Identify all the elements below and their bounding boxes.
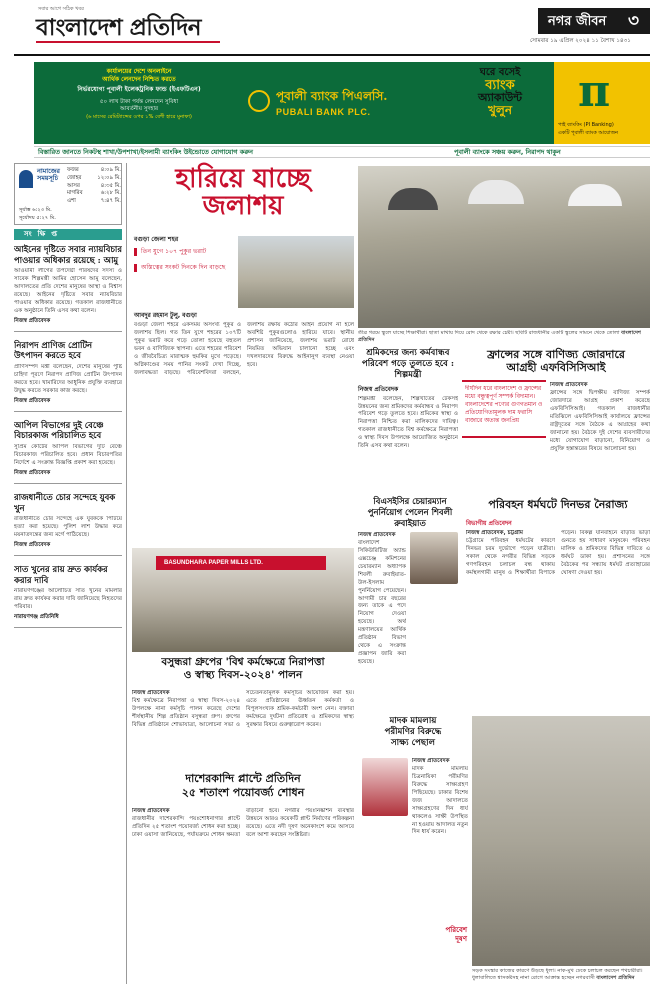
shibli-byline: নিজস্ব প্রতিবেদক [358,532,396,538]
ad-strip [34,146,650,158]
pubali-logo [248,86,448,126]
dust-label-line1: পরিবেশ [445,926,467,934]
sidebar-divider [126,163,127,984]
umbrella-left-icon [388,188,438,210]
lead-highlight-2-text: অস্তিত্বের সংকট দিনকে দিন বাড়ছে [141,264,226,271]
ad-bullet2: আবর্তনীয় সুদহার [119,106,159,113]
mosque-icon [19,170,33,188]
basundhara-banner [156,556,326,570]
dust-caption-text: সড়ক সংস্কার কাজের কারণে উড়ছে ধুলা। নাক-মুখ ঢেকে চলাচল করছেন পথচারীরা। ধুলাবালিতে শ্বাসকষ্টসহ নানা রোগে আক্রান্ত হচ্ছেন নগরবাসী [472,968,643,982]
prayer-row [67,167,121,175]
drug-case-headline-line1: মাদক মামলায় [389,716,437,726]
slogan-line1: ঘরে বসেই [479,67,521,78]
dasherkandi-body-text: রাজধানীর দাশেরকান্দি পয়ঃশোধনাগার প্লান্টে প্রতিদিন ২৫ শতাংশ পয়োবর্জ্য শোধন করা হচ্ছে। ঢাকা ওয়াসা জানিয়েছে, পর্যায়ক্রমে শোধন ক্ষমতা বাড়ানো হবে। নগরীর পয়ঃনিষ্কাশন ব্যবস্থার উন্নয়নে আরও কয়েকটি প্লান্ট নির্মাণের পরিকল্পনা রয়েছে। এতে নদী দূষণ অনেকাংশে কমে আসবে বলে আশা করছেন সংশ্লিষ্টরা। [132,808,354,838]
prayer-name: আসর [67,182,80,189]
sidebar-news-body: সুপ্রিম কোর্টের আপিল বিভাগের দুটি বেঞ্চে বিচারকাজ পরিচালিত হবে। প্রধান বিচারপতির নির্দেশে এ সংক্রান্ত বিজ্ঞপ্তি প্রকাশ করা হয়েছে। [14,443,122,466]
ad-line3: নির্ভরযোগ্য পূবালী ইলেকট্রনিক ফান্ড (ইএফটিএন) [77,86,201,94]
dateline: সোমবার ১৯ এপ্রিল ২০২৪ ১১ বৈশাখ ১৪৩১ [530,38,631,44]
logo-accent-bar [36,41,220,43]
masthead-rule [14,54,650,56]
france-headline-line2: আগ্রহী এফবিসিসিআই [506,361,606,375]
dust-label-line2: দূষণ [455,935,467,944]
ad-left-block [34,62,244,144]
lead-highlight-1 [134,248,234,256]
sidebar-news-body: আওয়ামী লীগের উপদেষ্টা পরিষদের সদস্য ও সাবেক শিল্পমন্ত্রী আমির হোসেন আমু বলেছেন, আদালতের প্রতি দেশের মানুষের আস্থা ও বিশ্বাস রয়েছে। আইনের দৃষ্টিতে সবার ন্যায়বিচার পাওয়ার অধিকার রয়েছে। গতকাল রাজধানীতে এক অনুষ্ঠানে তিনি এসব কথা বলেন। [14,268,122,314]
slogan-line4: খুলুন [488,102,512,117]
pubali-emblem-icon [248,90,270,112]
ad-strip-left: বিস্তারিত জানতে নিকটস্থ শাখা/উপশাখা/ইসলামী ব্যাংকিং উইন্ডোতে যোগাযোগ করুন [38,148,253,156]
france-quote: দীর্ঘদিন ধরে বাংলাদেশ ও ফ্রান্সের মধ্যে বন্ধুত্বপূর্ণ সম্পর্ক বিদ্যমান। বাংলাদেশের পণ্যের গুণগতমান ও প্রতিযোগিতামূলক দাম ফরাসি বাজারে অত্যন্ত জনপ্রিয় [465,386,543,425]
sunrise-time: সূর্যোদয় ৫:২৭ মি. [19,215,56,221]
ad-bullet1: ৫০ লাখ টাকা পর্যন্ত লেনদেন সুবিধা [99,98,179,105]
shibli-portrait [410,532,458,584]
masthead-tagline: সবার আগে সঠিক খবর [38,6,84,12]
umbrella-right-icon [568,184,622,206]
bank-name-bn: পূবালী ব্যাংক পিএলসি. [276,89,388,103]
sidebar-news-item[interactable] [14,340,122,412]
drug-case-headline-line3: সাক্ষ্য পেছাল [390,738,436,749]
prayer-time: ১২:০৯ মি. [97,174,121,181]
lead-headline-line2: জলাশয় [202,191,284,222]
students-photo-caption [358,330,650,344]
prayer-row [67,198,121,206]
umbrella-center-icon [468,180,524,204]
section-box [538,8,650,34]
sidebar-news-item[interactable] [14,244,122,332]
masthead [0,0,650,58]
sidebar-news-byline: নিজস্ব প্রতিবেদক [14,317,51,324]
sidebar-news-body: প্রাণিসম্পদ মন্ত্রী বলেছেন, দেশের মানুষের পুষ্টি চাহিদা পূরণে নিরাপদ প্রাণিজ প্রোটিন উৎপাদন করতে হবে। খামারিদের আধুনিক প্রযুক্তি ব্যবহারে উদ্বুদ্ধ করতে সরকার কাজ করছে। [14,363,122,394]
sidebar-label: সংক্ষিপ্ত [24,230,64,238]
sidebar-news-title[interactable]: আপিল বিভাগের দুই বেঞ্চে বিচারকাজ পরিচালিত হবে [14,419,104,441]
prayer-row [67,175,121,183]
shibli-headline: বিএসইসির চেয়ারম্যান পুনর্নিয়োগ পেলেন শিবলী রুবাইয়াত [367,496,453,528]
ad-strip-right: পূবালী ব্যাংকে সঞ্চয় করুন, নিরাপদ থাকুন [454,148,561,156]
sidebar-news-title[interactable]: নিরাপদ প্রাণিজ প্রোটিন উৎপাদন করতে হবে [14,339,93,361]
prayer-time: ৭:৪৭ মি. [100,198,121,205]
page-number: ৩ [628,11,640,31]
sidebar-news-list [14,244,122,984]
pubali-ad[interactable] [34,62,650,144]
drug-case-byline: নিজস্ব প্রতিবেদক [412,758,450,764]
transport-body-text: চট্টগ্রামে পরিবহন ধর্মঘটের কারণে দিনভর চরম দুর্ভোগে পড়েন যাত্রীরা। সকাল থেকে নগরীর বিভিন্ন সড়কে গণপরিবহন চলাচল বন্ধ থাকায় কর্মস্থলগামী মানুষ ও শিক্ষার্থীরা বিপাকে পড়েন। বিকল্প যানবাহনে বাড়তি ভাড়া গুনতে হয় সাধারণ মানুষকে। পরিবহন মালিক ও শ্রমিকদের বিভিন্ন দাবিতে এ ধর্মঘট ডাকা হয়। প্রশাসনের সঙ্গে বৈঠকের পর সন্ধ্যায় ধর্মঘট প্রত্যাহারের ঘোষণা দেওয়া হয়। [466,530,650,576]
dasherkandi-body [132,808,354,982]
dust-caption-credit: বাংলাদেশ প্রতিদিন [596,975,635,982]
prayer-title: নামাজের সময়সূচি [37,167,60,183]
lead-headline-line1: হারিয়ে যাচ্ছে [175,164,311,194]
sidebar-news-title[interactable]: সাত খুনের রায় দ্রুত কার্যকর করার দাবি [14,564,108,585]
dust-photo [472,716,650,966]
sidebar-news-item[interactable] [14,492,122,556]
drug-case-body-text: মাদক মামলায় চিত্রনায়িকা পরীমণির বিরুদ্ধে সাক্ষ্যগ্রহণ পিছিয়েছে। ঢাকার বিশেষ জজ আদালতে সাক্ষ্যগ্রহণের দিন ধার্য থাকলেও সাক্ষী উপস্থিত না হওয়ায় আদালত নতুন দিন ধার্য করেন। [412,765,468,836]
workers-headline: শ্রমিকদের জন্য কর্মবান্ধব পরিবেশ গড়ে তুলতে হবে : শিল্পমন্ত্রী [361,348,455,381]
workers-body: শিল্পমন্ত্রী বলেছেন, শিল্পখাতের টেকসই উন্নয়নের জন্য শ্রমিকদের কর্মবান্ধব ও নিরাপদ পরিবেশ গড়ে তুলতে হবে। শ্রমিকের স্বাস্থ্য ও নিরাপত্তা নিশ্চিত করা মালিকদের দায়িত্ব। গতকাল রাজধানীতে বিশ্ব কর্মক্ষেত্রে নিরাপত্তা ও স্বাস্থ্য দিবস উপলক্ষে আয়োজিত অনুষ্ঠানে তিনি এসব কথা বলেন। [358,395,458,450]
pi-subcaption: একটি পূবালী ব্যাংক আয়োজন [558,130,619,136]
sidebar-news-body: নারায়ণগঞ্জের আলোচিত সাত খুনের মামলার রায় দ্রুত কার্যকর করার দাবি জানিয়েছে নিহতদের পরিবার। [14,588,122,611]
transport-section: বিভাগীয় প্রতিবেদন [466,520,512,527]
basundhara-body-text: বিশ্ব কর্মক্ষেত্রে নিরাপত্তা ও স্বাস্থ্য দিবস-২০২৪ উপলক্ষে নানা কর্মসূচি পালন করেছে দেশের শীর্ষস্থানীয় শিল্প প্রতিষ্ঠান বসুন্ধরা গ্রুপ। গ্রুপের বিভিন্ন প্রতিষ্ঠানে শোভাযাত্রা, আলোচনা সভা ও সচেতনতামূলক কর্মসূচির আয়োজন করা হয়। এতে প্রতিষ্ঠানের ঊর্ধ্বতন কর্মকর্তা ও বিপুলসংখ্যক শ্রমিক-কর্মচারী অংশ নেন। বক্তারা কর্মক্ষেত্রে দুর্ঘটনা প্রতিরোধ ও শ্রমিকদের স্বাস্থ্য সুরক্ষার বিষয়ে গুরুত্বারোপ করেন। [132,690,354,728]
lead-body-text: বগুড়া জেলা শহরে একসময় অসংখ্য পুকুর ও জলাশয় ছিল। গত তিন যুগে শহরের ১০৭টি পুকুর ভরাট করে গড়ে তোলা হয়েছে বহুতল ভবন ও বাণিজ্যিক স্থাপনা। এতে শহরের পরিবেশ ও জীববৈচিত্র্য মারাত্মক হুমকির মুখে পড়েছে। অগ্নিকাণ্ডের সময় পানির সংকট দেখা দিচ্ছে, জলাবদ্ধতা বাড়ছে। পরিবেশবিদরা বলছেন, জলাশয় রক্ষায় কঠোর আইন প্রয়োগ না হলে অবশিষ্ট পুকুরগুলোও হারিয়ে যাবে। স্থানীয় প্রশাসন জানিয়েছে, জলাশয় ভরাট রোধে নিয়মিত অভিযান চালানো হচ্ছে এবং দখলদারদের বিরুদ্ধে আইনানুগ ব্যবস্থা নেওয়া হবে। [134,322,354,376]
sidebar-news-byline: নিজস্ব প্রতিবেদক [14,469,51,476]
sidebar-news-item[interactable] [14,564,122,628]
lead-byline: আবদুর রহমান টুলু, বগুড়া [134,312,197,319]
prayer-name: জোহর [67,174,82,181]
basundhara-photo [132,548,354,652]
basundhara-headline [132,656,354,682]
dust-photo-label [432,926,470,956]
pi-logo-panel [554,62,650,144]
transport-byline: নিজস্ব প্রতিবেদক, চট্টগ্রাম [466,530,524,536]
sidebar-news-title[interactable]: রাজধানীতে চোর সন্দেহে যুবক খুন [14,492,116,513]
dasherkandi-headline-line2: ২৫ শতাংশ পয়োবর্জ্য শোধন [181,785,305,799]
pi-icon: π [578,66,611,117]
france-quote-box [462,380,546,438]
dust-photo-caption [472,968,650,984]
sidebar-news-item[interactable] [14,420,122,484]
slogan-line2: ব্যাংক [485,77,515,93]
sidebar-news-title[interactable]: আইনের দৃষ্টিতে সবার ন্যায়বিচার পাওয়ার অধিকার রয়েছে : আমু [14,244,122,265]
prayer-name: ফজর [67,167,79,173]
france-body [550,382,650,494]
students-caption-text: তীব্র গরমে স্কুলে যাচ্ছে শিক্ষার্থীরা। ছাতা মাথায় দিয়ে রোদ থেকে রক্ষার চেষ্টা। ছবিটি রাজধানীর একটি স্কুলের সামনে থেকে তোলা [358,330,620,336]
basundhara-banner-text: BASUNDHARA PAPER MILLS LTD. [164,560,263,566]
sunset-time: সূর্যাস্ত ৬:২৩ মি. [19,207,52,213]
basundhara-body [132,690,354,768]
shibli-article [358,496,462,529]
france-byline: নিজস্ব প্রতিবেদক [550,382,588,388]
dasherkandi-headline-line1: দাশেরকান্দি প্লান্টে প্রতিদিন [185,772,301,785]
shibli-body [358,532,406,712]
pi-caption: পাই ব্যাংকিং (PI Banking) [558,122,614,128]
lead-inset-photo [238,236,354,308]
france-body-text: ফ্রান্সের সঙ্গে দ্বিপক্ষীয় বাণিজ্য সম্পর্ক জোরদারে আগ্রহ প্রকাশ করেছে এফবিসিসিআই। গতকাল রাজধানীর মতিঝিলে এফবিসিসিআই কার্যালয়ে ফ্রান্সের রাষ্ট্রদূতের সঙ্গে বৈঠকে এ আগ্রহের কথা জানানো হয়। বৈঠকে দুই দেশের ব্যবসায়ীদের মধ্যে যোগাযোগ বাড়ানো, বিনিয়োগ ও প্রযুক্তি হস্তান্তরের বিষয়ে আলোচনা হয়। [550,389,650,452]
drug-case-portrait [362,758,408,816]
lead-headline [132,166,354,232]
lead-highlight-2 [134,264,234,272]
sidebar-news-byline: নারায়ণগঞ্জ প্রতিনিধি [14,614,59,620]
workers-article [358,348,458,494]
prayer-name: এশা [67,198,76,205]
prayer-time: ৪:৩৫ মি. [100,182,121,189]
basundhara-headline-line1: বসুন্ধরা গ্রুপের 'বিশ্ব কর্মক্ষেত্রে নিরাপত্তা [161,656,325,668]
prayer-row [67,183,121,191]
prayer-time: ৪:০৯ মি. [100,167,121,173]
ad-bullet3: (৬ মাসের রেমিট্যান্সের ওপর ১% বেশী হারে মুনাফা) [86,113,192,120]
section-title: নগর জীবন [548,14,607,29]
dasherkandi-headline [132,772,354,800]
students-photo [358,166,650,328]
prayer-box [14,163,122,225]
dasherkandi-byline: নিজস্ব প্রতিবেদক [132,808,170,814]
masthead-logo[interactable]: বাংলাদেশ প্রতিদিন [36,14,202,41]
lead-section: বগুড়া জেলা শহর [134,236,179,243]
ad-slogan [454,68,546,116]
sidebar-label-bar [14,229,122,240]
ad-line2: আর্থিক লেনদেন নিশ্চিত করতে [102,76,176,84]
transport-headline: পরিবহন ধর্মঘটে দিনভর নৈরাজ্য [488,498,628,511]
sidebar-news-body: রাজধানীতে চোর সন্দেহে এক যুবককে পিটিয়ে হত্যা করা হয়েছে। পুলিশ লাশ উদ্ধার করে ময়নাতদন্তের জন্য মর্গে পাঠিয়েছে। [14,516,122,538]
transport-body [466,530,650,710]
drug-case-headline [358,716,468,750]
workers-byline: নিজস্ব প্রতিবেদক [358,385,399,393]
france-headline-line1: ফ্রান্সের সঙ্গে বাণিজ্য জোরদারে [487,348,625,361]
prayer-name: মাগরিব [67,190,83,197]
students-caption-credit: বাংলাদেশ প্রতিদিন [358,330,641,344]
ad-line1: কার্যালয়ের দেশে অনলাইনে [106,68,172,75]
drug-case-headline-line2: পরীমণির বিরুদ্ধে [384,727,442,738]
lead-highlight-1-text: তিন যুগে ১০৭ পুকুর ভরাট [141,248,207,255]
prayer-table [67,167,121,206]
bank-name-en: PUBALI BANK PLC. [276,107,371,117]
sidebar-news-byline: নিজস্ব প্রতিবেদক [14,397,51,404]
slogan-line3: অ্যাকাউন্ট [477,91,522,105]
lead-body [134,322,354,544]
basundhara-byline: নিজস্ব প্রতিবেদক [132,690,170,696]
prayer-time: ৬:২৮ মি. [100,190,121,197]
basundhara-headline-line2: ও স্বাস্থ্য দিবস-২০২৪' পালন [183,669,303,682]
shibli-body-text: বাংলাদেশ সিকিউরিটিজ অ্যান্ড এক্সচেঞ্জ কমিশনের চেয়ারম্যান অধ্যাপক শিবলী রুবাইয়াত-উল-ইসলাম পুনর্নিয়োগ পেয়েছেন। আগামী চার বছরের জন্য তাকে এ পদে নিয়োগ দেওয়া হয়েছে। অর্থ মন্ত্রণালয়ের আর্থিক প্রতিষ্ঠান বিভাগ থেকে এ সংক্রান্ত প্রজ্ঞাপন জারি করা হয়েছে। [358,539,406,665]
prayer-row [67,190,121,198]
sidebar-news-byline: নিজস্ব প্রতিবেদক [14,541,51,548]
